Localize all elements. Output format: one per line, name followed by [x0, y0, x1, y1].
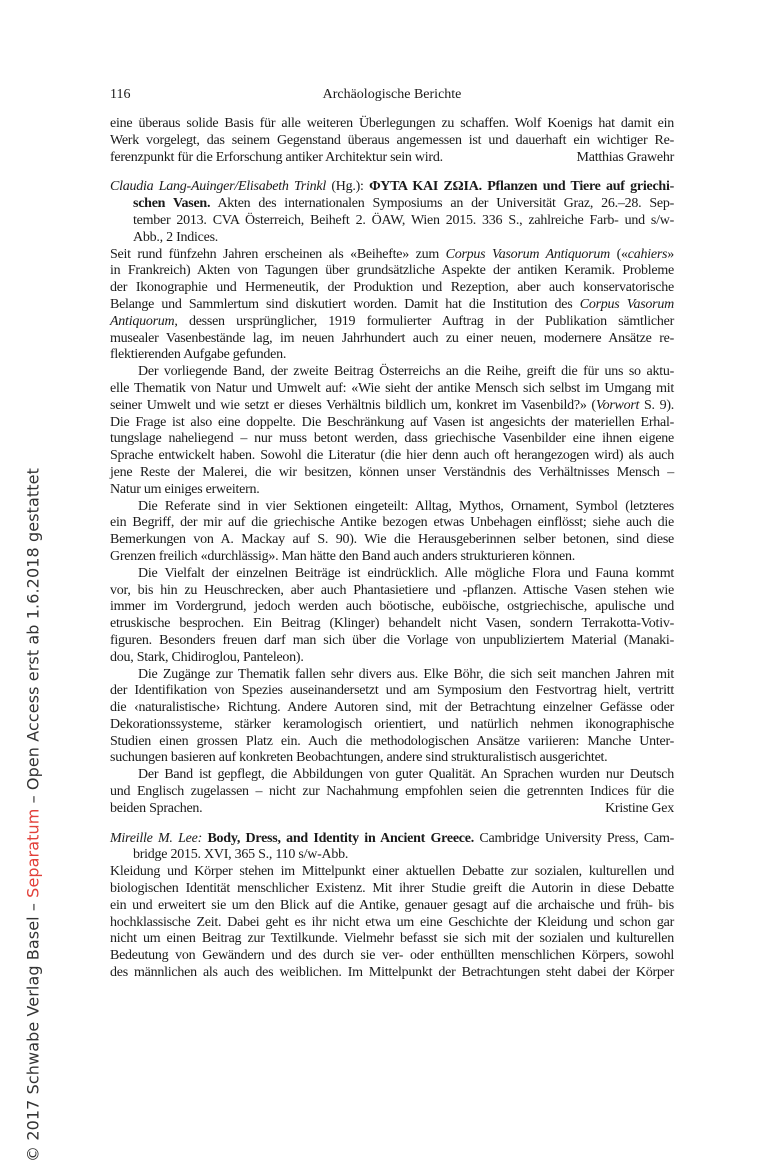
text-line [110, 515, 674, 532]
text-line [110, 179, 674, 196]
text: immer im Vordergrund, jedoch werden auch böotische, euböische, ostgriechische, apulische und [110, 599, 674, 615]
text: Akten des internationalen Symposiums an der Universität Graz, 26.–28. Sep- [210, 196, 674, 212]
text: ein Begriff, der mir auf die griechische Antike bezogen etwas Unbehagen einflösst; siehe auch die [110, 515, 674, 531]
text: , dessen ursprünglicher, 1919 formulierter Auftrag in der Publikation sämtlicher [174, 313, 674, 329]
text-line [110, 499, 674, 516]
reviewer-signature: Matthias Grawehr [576, 149, 674, 165]
text: des männlichen als auch des weiblichen. Im Mittelpunkt der Betrachtungen steht dabei der Körper [110, 965, 674, 981]
text-line [110, 213, 674, 230]
text: der Ikonographie und Hermeneutik, der Produktion und Rezeption, aber auch konservatorische [110, 280, 674, 296]
text: Die Vielfalt der einzelnen Beiträge ist eindrücklich. Alle mögliche Flora und Fauna kommt [138, 565, 674, 581]
text: (Hg.): [325, 179, 370, 195]
text: ferenzpunkt für die Erforschung antiker Architektur sein wird. [110, 149, 443, 165]
text-line [110, 801, 674, 818]
text: seiner Umwelt und wie setzt er dieses Verhältnis bildlich um, konkret im Vasenbild?» ( [110, 397, 596, 413]
paragraph [110, 364, 674, 498]
bibliographic-entry [110, 831, 674, 865]
text: Grenzen freilich «durchlässig». Man hätte den Band auch anders strukturieren können. [110, 548, 575, 564]
italic-text: Vorwort [595, 397, 640, 413]
text-line [110, 482, 674, 499]
text-line [110, 616, 674, 633]
paragraph [110, 864, 674, 982]
text: Kleidung und Körper stehen im Mittelpunkt einer aktuellen Debatte zur sozialen, kulturellen und [110, 864, 674, 880]
text: bridge 2015. XVI, 365 S., 110 s/w-Abb. [133, 847, 349, 863]
text-line [110, 448, 674, 465]
text-line [110, 915, 674, 932]
text-line [110, 331, 674, 348]
text: in Frankreich) Akten von Tagungen über grundsätzliche Aspekte der antiken Keramik. Probleme [110, 263, 674, 279]
text: (« [609, 246, 628, 262]
text: Die Frage ist also eine doppelte. Die Beschränkung auf Vasen ist angesichts der materiellen Erhal- [110, 414, 674, 430]
text: Studien einen grossen Platz ein. Auch die methodologischen Ansätze variieren: Manche Unter- [110, 733, 674, 749]
text-line [110, 700, 674, 717]
italic-text: Antiquorum [110, 313, 175, 329]
text-line [110, 297, 674, 314]
text: Werk vorgelegt, das seinem Gegenstand überaus angemessen ist und dauerhaft ein wichtiger Re- [110, 132, 674, 148]
text-line [110, 931, 674, 948]
review-ending-koenigs [110, 116, 674, 166]
paragraph [110, 499, 674, 566]
bibliographic-entry [110, 179, 674, 246]
text: ein und erweitert sie um den Blick auf die Antike, genauer gesagt auf die archaische und früh- bis [110, 897, 674, 913]
text-line [110, 150, 443, 167]
text: und Englisch zugelassen – nicht zur Nachahmung empfohlen seien die getrennten Indices für die [110, 784, 674, 800]
text: Belange und Sammlertum sind diskutiert worden. Damit hat die Institution des [110, 296, 580, 312]
text: tember 2013. CVA Österreich, Beiheft 2. ÖAW, Wien 2015. 336 S., zahlreiche Farb- und s/w- [133, 212, 674, 228]
text: Abb., 2 Indices. [133, 229, 219, 245]
text-line [110, 465, 674, 482]
text: flektierenden Aufgabe gefunden. [110, 347, 287, 363]
text-line [110, 898, 674, 915]
italic-text: cahiers [627, 246, 668, 262]
paragraph [110, 566, 674, 667]
page-body [110, 116, 674, 982]
italic-text: Mireille M. Lee: [110, 830, 203, 846]
text: dou, Stark, Chidiroglou, Panteleon). [110, 649, 304, 665]
text: hochklassische Zeit. Dabei geht es ihr nicht etwa um eine Geschichte der Kleidung und schon gar [110, 914, 674, 930]
text-line [110, 415, 674, 432]
reviewer-signature: Kristine Gex [605, 800, 674, 816]
page-header [110, 86, 674, 104]
text-line [110, 431, 674, 448]
paragraph [110, 247, 674, 365]
text-line [110, 784, 674, 801]
text-line [110, 196, 674, 213]
text-line [110, 683, 674, 700]
text-line [110, 347, 674, 364]
text: Der vorliegende Band, der zweite Beitrag Österreichs an die Reihe, greift die für uns so aktu- [138, 364, 674, 380]
text: tungslage naheliegend – nur muss betont werden, dass griechische Vasenbilder eine ihnen eigene [110, 431, 674, 447]
text: vor, bis hin zu Heuschrecken, aber auch Phantasietiere und -pflanzen. Attische Vasen stehen wie [110, 582, 674, 598]
italic-text: Corpus Vasorum [579, 296, 674, 312]
italic-text: Claudia Lang-Auinger/Elisabeth Trinkl [110, 179, 326, 195]
text-line [110, 864, 674, 881]
text: Die Referate sind in vier Sektionen eingeteilt: Alltag, Mythos, Ornament, Symbol (letzteres [138, 498, 674, 514]
text-line [110, 280, 674, 297]
text-line [110, 549, 674, 566]
text: etruskische besprochen. Ein Beitrag (Klinger) behandelt nicht Vasen, sondern Terrakotta-Votiv- [110, 616, 674, 632]
text: Dekorationssysteme, stärker keramologisch orientiert, und natürlich nehmen ikonographische [110, 716, 674, 732]
text: die ‹naturalistische› Richtung. Andere Autoren sind, mit der Betrachtung einzelner Gefässe oder [110, 700, 674, 716]
copyright-text: © 2017 Schwabe Verlag Basel – [23, 897, 43, 1162]
text: Natur um einiges erweitern. [110, 481, 260, 497]
text-line [110, 881, 674, 898]
paragraph [110, 667, 674, 768]
text-line [110, 583, 674, 600]
text-line [110, 801, 202, 818]
page-number: 116 [110, 87, 131, 102]
text: Sprache entwickelt haben. Sowohl die Literatur (die hier denn auch oft herangezogen wird) als auch [110, 448, 674, 464]
text: Der Band ist gepflegt, die Abbildungen von guter Qualität. An Sprachen wurden nur Deutsch [138, 767, 674, 783]
text: nicht um einen Beitrag zur Textilkunde. Vielmehr befasst sie sich mit der sozialen und kulturellen [110, 931, 674, 947]
text: Die Zugänge zur Thematik fallen sehr divers aus. Elke Böhr, die sich seit manchen Jahren mit [138, 666, 674, 682]
text-line [110, 767, 674, 784]
text: elle Thematik von Natur und Umwelt auf: «Wie sieht der antike Mensch sich selbst im Umgang mit [110, 380, 674, 396]
review-lee [110, 831, 674, 982]
text-line [110, 263, 674, 280]
text-line [110, 650, 674, 667]
review-lang-auinger-trinkl [110, 179, 674, 817]
text: musealer Vasenbestände lag, im neuen Jahrhundert auch zu einer neuen, modernere Ansätze re- [110, 330, 674, 346]
text: jene Reste der Malerei, die wir besitzen, können unser Verständnis des Verhältnisses Mensch – [110, 464, 674, 480]
text: biologischen Identität menschlicher Existenz. Mit ihrer Studie greift die Autorin in diese Debatte [110, 881, 674, 897]
italic-text: Corpus Vasorum Antiquorum [445, 246, 610, 262]
text-line [110, 150, 674, 167]
text-line [110, 230, 674, 247]
bold-text: schen Vasen. [133, 196, 211, 212]
text-line [110, 133, 674, 150]
text-line [110, 965, 674, 982]
text-line [110, 314, 674, 331]
text: eine überaus solide Basis für alle weiteren Überlegungen zu schaffen. Wolf Koenigs hat damit ein [110, 116, 674, 131]
text-line [110, 633, 674, 650]
open-access-note: – Open Access erst ab 1.6.2018 gestattet [23, 468, 43, 809]
text: suchungen basieren auf konkreten Beobachtungen, andere sind strukturalistisch ausgerichtet. [110, 750, 608, 766]
text-line [110, 398, 674, 415]
text: beiden Sprachen. [110, 800, 203, 816]
text-line [110, 381, 674, 398]
bold-text: Body, Dress, and Identity in Ancient Greece. [207, 830, 474, 846]
text: Seit rund fünfzehn Jahren erscheinen als «Beihefte» zum [110, 246, 446, 262]
copyright-notice [24, 468, 43, 1162]
text-line [110, 831, 674, 848]
text-line [110, 247, 674, 264]
text-line [110, 750, 674, 767]
separatum-label: Separatum [23, 808, 43, 898]
text-line [110, 717, 674, 734]
text-line [110, 948, 674, 965]
text-line [110, 599, 674, 616]
text: figuren. Besonders freuen darf man sich über die Vorlage von unpubliziertem Material (Manaki- [110, 632, 674, 648]
paragraph [110, 767, 674, 817]
text-line [110, 116, 674, 133]
text-line [110, 734, 674, 751]
text-line [110, 364, 674, 381]
text: Cambridge University Press, Cam- [473, 830, 674, 846]
paragraph [110, 116, 674, 166]
text: S. 9). [639, 397, 675, 413]
text-line [110, 847, 674, 864]
text-line [110, 566, 674, 583]
bold-text: ΦΥΤΑ ΚΑΙ ΖΩΙΑ. Pflanzen und Tiere auf griechi- [369, 179, 674, 195]
running-title: Archäologische Berichte [322, 87, 462, 102]
text-line [110, 532, 674, 549]
text: » [667, 246, 674, 262]
text: Bedeutung von Gewändern und des durch sie ver- oder enthüllten menschlichen Körpers, sowohl [110, 948, 674, 964]
text-line [110, 667, 674, 684]
text: der Identifikation von Spezies auseinandersetzt und am Symposium den Festvortrag hielt, vertritt [110, 683, 674, 699]
text: Bemerkungen von A. Mackay auf S. 90). Wie die Herausgeberinnen selber betonen, sind diese [110, 532, 674, 548]
